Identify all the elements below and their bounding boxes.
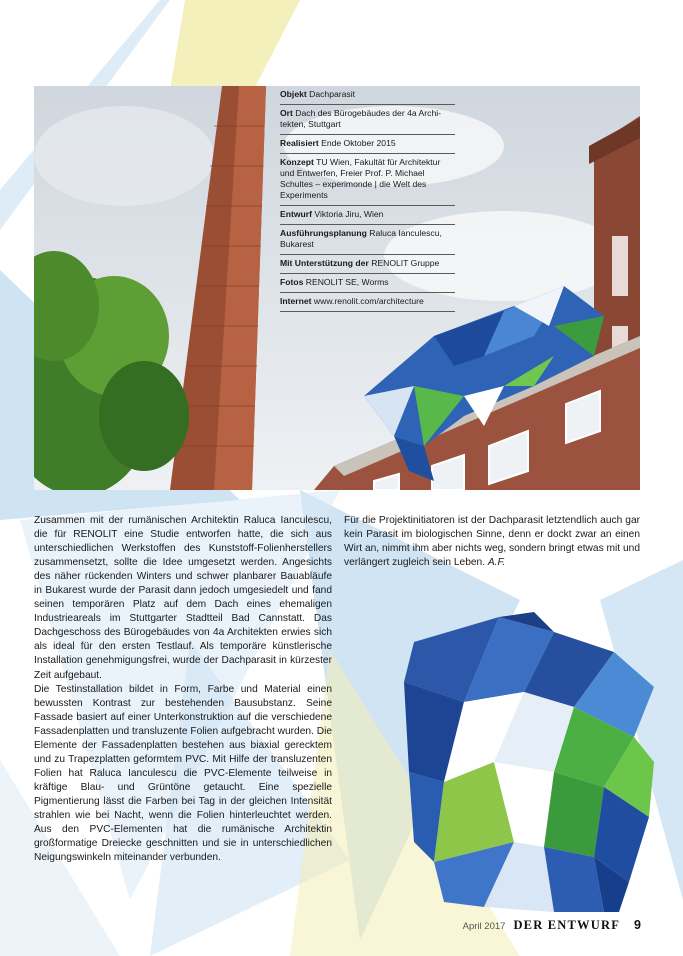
- article-column-right: [344, 514, 640, 570]
- fact-fotos: Fotos RENOLIT SE, Worms: [280, 274, 455, 293]
- issue-date: April 2017: [462, 921, 506, 932]
- project-facts: [280, 86, 455, 312]
- article-column-left: [34, 514, 332, 865]
- magazine-name: DER ENTWURF: [513, 918, 621, 932]
- fact-realisiert: Realisiert Ende Oktober 2015: [280, 135, 455, 154]
- article-paragraph: Die Testinstallation bildet in Form, Farbe und Material einen bewussten Kontrast zur bestehenden Bausubstanz. Seine Fassade basiert auf einer Unterkonstruktion auf die verschiedene Fassadenplatten und transluzente Folien aufgebracht wurden. Die Elemente der Fassadenplatten bestehen aus biaxial gerecktem und zu Trapezplatten geformtem PVC. Mit Hilfe der transluzenten Folien hat Raluca Ianculescu die PVC-Elemente teilweise in kräftige Blau- und Grüntöne getaucht. Eine spezielle Pigmentierung lässt die Farben bei Tag in der gleichen Intensität strahlen wie bei Nacht, wenn die Folien hinterleuchtet werden. Aus den PVC-Elementen hat die rumänische Architektin großformatige Dreiecke geschnitten und sie in unterschiedlichen Neigungswinkeln miteinander verbunden.: [34, 683, 332, 864]
- article-paragraph: Zusammen mit der rumänischen Architektin Raluca Ianculescu, die für RENOLIT eine Studie entworfen hatte, die sich aus unterschiedlichen Werkstoffen des Kunststoff-Folienherstellers zusammensetzt, sollte die Idee umgesetzt werden. Angesichts des näher rückenden Winters und schwer planbarer Bauabläufe in Bukarest wurde der Parasit dann jedoch umgesiedelt und fand seinen temporären Platz auf dem Dach eines ehemaligen Industrieareals im Stuttgarter Stadtteil Bad Cannstatt. Das Dachgeschoss des Bürogebäudes von 4a Architekten erwies sich als ideal für den ersten Testlauf. Als temporäre künstlerische Installation genehmigungsfrei, wurde der Dachparasit in kürzester Zeit aufgebaut.: [34, 515, 332, 681]
- fact-unterstuetzung: Mit Unterstützung der RENOLIT Gruppe: [280, 255, 455, 274]
- author-initials: A.F.: [487, 557, 506, 569]
- fact-ort: Ort Dach des Bürogebäudes der 4a Archi-tekten, Stuttgart: [280, 105, 455, 135]
- fact-internet: Internet www.renolit.com/architecture: [280, 293, 455, 312]
- fact-ausfuehrungsplanung: Ausführungsplanung Raluca Ianculescu, Bukarest: [280, 225, 455, 255]
- page-footer: [463, 918, 641, 933]
- article-paragraph: Für die Projektinitiatoren ist der Dachparasit letztendlich auch gar kein Parasit im biologischen Sinne, denn er dockt zwar an einen Wirt an, nimmt ihm aber nichts weg, sondern bringt etwas mit und verlängert zugleich sein Leben. A.F.: [344, 515, 640, 569]
- fact-entwurf: Entwurf Viktoria Jiru, Wien: [280, 206, 455, 225]
- page-number: 9: [634, 918, 641, 932]
- parasite-sculpture-image: [404, 612, 654, 912]
- fact-konzept: Konzept TU Wien, Fakultät für Architektur und Entwerfen, Freier Prof. P. Michael Schultes – experimonde | die Welt des Experiments: [280, 154, 455, 206]
- fact-objekt: Objekt Dachparasit: [280, 86, 455, 105]
